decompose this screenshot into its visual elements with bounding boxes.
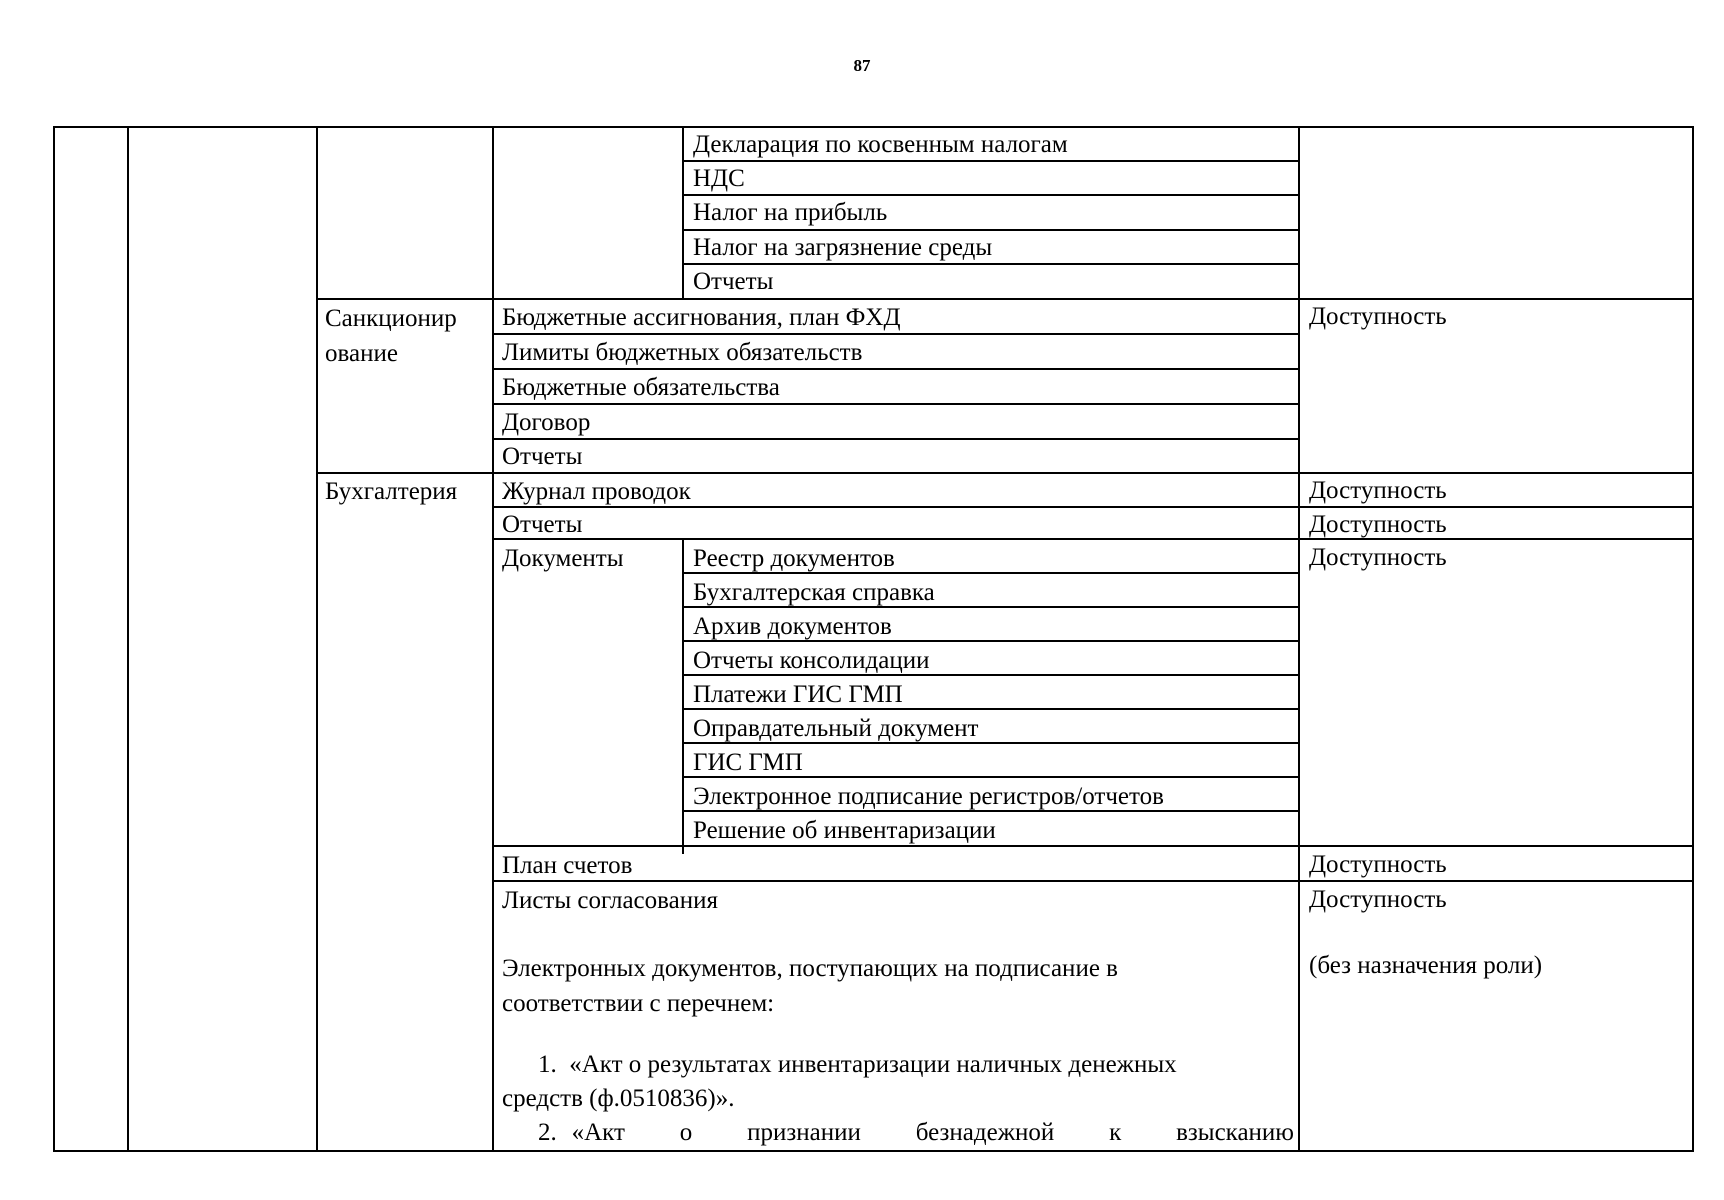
col-divider-5 bbox=[1298, 128, 1300, 1150]
sanction-item: Бюджетные обязательства bbox=[502, 374, 780, 401]
chart-of-accounts-access: Доступность bbox=[1309, 851, 1447, 878]
approval-sheets-title: Листы согласования bbox=[502, 887, 718, 914]
document-item: Реестр документов bbox=[693, 545, 895, 572]
approval-sheets-access-note: (без назначения роли) bbox=[1309, 952, 1543, 979]
chart-of-accounts-label: План счетов bbox=[502, 852, 633, 879]
document-item: Оправдательный документ bbox=[693, 715, 979, 742]
document-item: Бухгалтерская справка bbox=[693, 579, 935, 606]
reports-label: Отчеты bbox=[502, 511, 583, 538]
journal-access: Доступность bbox=[1309, 477, 1447, 504]
sanction-label-cont: ование bbox=[325, 340, 398, 367]
tax-item: Декларация по косвенным налогам bbox=[693, 131, 1068, 158]
tax-item: НДС bbox=[693, 165, 745, 192]
row-line bbox=[682, 263, 1298, 265]
sanction-item: Отчеты bbox=[502, 443, 583, 470]
approval-item-2-word: безнадежной bbox=[915, 1119, 1055, 1146]
col-divider-2 bbox=[316, 128, 318, 1150]
sanction-label: Санкционир bbox=[325, 305, 457, 332]
approval-item-1-cont: средств (ф.0510836)». bbox=[502, 1085, 735, 1112]
accounting-label: Бухгалтерия bbox=[325, 478, 458, 505]
approval-sheets-access: Доступность bbox=[1309, 886, 1447, 913]
approval-item-1-number: 1. bbox=[538, 1051, 557, 1078]
approval-sheets-intro: Электронных документов, поступающих на подписание в соответствии с перечнем: bbox=[502, 955, 1118, 1017]
row-line bbox=[492, 845, 1694, 847]
sanction-item: Договор bbox=[502, 409, 591, 436]
document-item: Платежи ГИС ГМП bbox=[693, 681, 903, 708]
document-item: Электронное подписание регистров/отчетов bbox=[693, 783, 1164, 810]
row-line bbox=[492, 403, 1298, 405]
row-line bbox=[682, 160, 1298, 162]
col-divider-1 bbox=[127, 128, 129, 1150]
approval-item-2-word: о bbox=[679, 1119, 693, 1146]
document-item: Отчеты консолидации bbox=[693, 647, 930, 674]
sanction-access: Доступность bbox=[1309, 303, 1447, 330]
page-number: 87 bbox=[853, 56, 871, 75]
document-item: Решение об инвентаризации bbox=[693, 817, 996, 844]
sanction-item: Лимиты бюджетных обязательств bbox=[502, 339, 863, 366]
approval-item-1-text: «Акт о результатах инвентаризации наличных денежных bbox=[569, 1051, 1177, 1078]
sanction-item: Бюджетные ассигнования, план ФХД bbox=[502, 304, 901, 331]
row-line bbox=[492, 880, 1694, 882]
row-line bbox=[682, 229, 1298, 231]
access-table bbox=[53, 126, 1694, 1152]
row-line bbox=[492, 538, 1694, 540]
approval-item-2-word: взысканию bbox=[1176, 1119, 1294, 1146]
journal-label: Журнал проводок bbox=[502, 478, 691, 505]
row-line bbox=[492, 333, 1298, 335]
document-item: ГИС ГМП bbox=[693, 749, 803, 776]
approval-item-2-word: признании bbox=[747, 1119, 861, 1146]
approval-item-2-number: 2. bbox=[538, 1119, 557, 1146]
approval-item-2 bbox=[538, 1118, 1294, 1147]
row-line bbox=[316, 472, 1694, 474]
row-line bbox=[492, 368, 1298, 370]
row-line bbox=[316, 298, 1694, 300]
col-divider-4a bbox=[682, 128, 684, 298]
col-divider-3 bbox=[492, 128, 494, 1150]
tax-item: Отчеты bbox=[693, 268, 774, 295]
col-divider-4b bbox=[682, 538, 684, 854]
document-item: Архив документов bbox=[693, 613, 892, 640]
approval-item-2-word: к bbox=[1109, 1119, 1122, 1146]
documents-access: Доступность bbox=[1309, 544, 1447, 571]
row-line bbox=[682, 194, 1298, 196]
row-line bbox=[492, 506, 1694, 508]
row-line bbox=[492, 438, 1298, 440]
tax-item: Налог на загрязнение среды bbox=[693, 234, 993, 261]
approval-item-1 bbox=[502, 1050, 1294, 1079]
documents-label: Документы bbox=[502, 545, 624, 572]
tax-item: Налог на прибыль bbox=[693, 199, 888, 226]
reports-access: Доступность bbox=[1309, 511, 1447, 538]
approval-item-2-word: «Акт bbox=[571, 1119, 625, 1146]
